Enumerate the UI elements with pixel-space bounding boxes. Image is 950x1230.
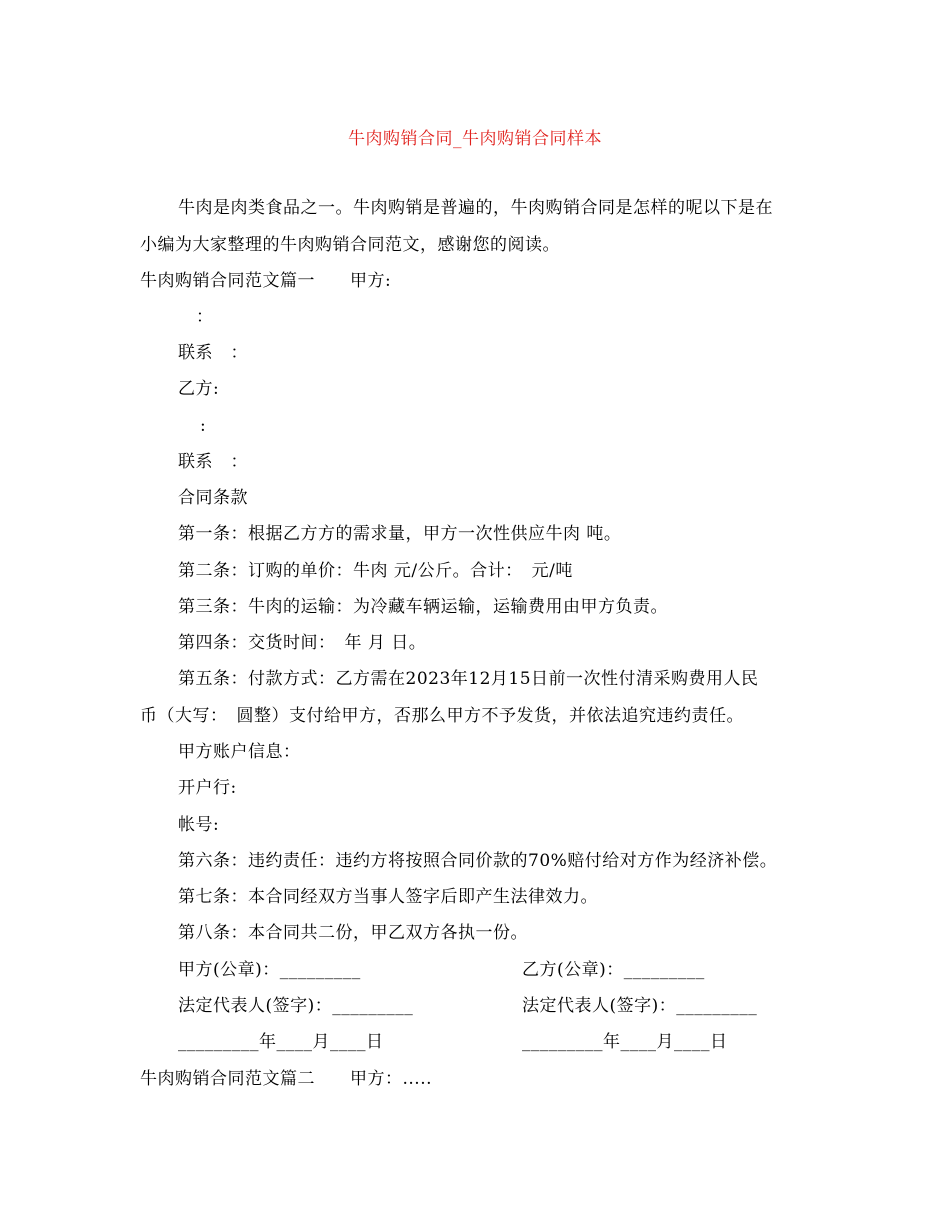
article-3: 第三条：牛肉的运输：为冷藏车辆运输，运输费用由甲方负责。 — [178, 597, 668, 617]
account-info-heading: 甲方账户信息： — [178, 742, 301, 762]
party-a-representative-line: 法定代表人(签字)：_________ — [178, 996, 414, 1016]
party-a-seal-line: 甲方(公章)：_________ — [178, 960, 361, 980]
terms-heading: 合同条款 — [178, 488, 248, 508]
intro-paragraph-line-2: 小编为大家整理的牛肉购销合同范文，感谢您的阅读。 — [140, 235, 560, 255]
party-b-date-line: _________年____月____日 — [522, 1032, 728, 1052]
article-7: 第七条：本合同经双方当事人签字后即产生法律效力。 — [178, 887, 598, 907]
party-a-date-line: _________年____月____日 — [178, 1032, 384, 1052]
party-b-contact: 联系 ： — [178, 452, 248, 472]
party-b-address: : — [200, 416, 207, 436]
article-1: 第一条：根据乙方方的需求量，甲方一次性供应牛肉 吨。 — [178, 524, 622, 544]
party-b-label: 乙方: — [178, 379, 220, 399]
party-a-contact: 联系 ： — [178, 343, 248, 363]
article-5-line-2: 币（大写： 圆整）支付给甲方，否那么甲方不予发货，并依法追究违约责任。 — [140, 706, 744, 726]
party-b-representative-line: 法定代表人(签字)：_________ — [522, 996, 758, 1016]
intro-paragraph-line-1: 牛肉是肉类食品之一。牛肉购销是普遍的，牛肉购销合同是怎样的呢以下是在 — [178, 198, 773, 218]
bank-label: 开户行: — [178, 778, 237, 798]
article-8: 第八条：本合同共二份，甲乙双方各执一份。 — [178, 923, 528, 943]
article-4: 第四条：交货时间： 年 月 日。 — [178, 633, 427, 653]
article-2: 第二条：订购的单价：牛肉 元/公斤。合计： 元/吨 — [178, 561, 573, 581]
section-1-heading: 牛肉购销合同范文篇一 甲方: — [140, 271, 392, 291]
party-b-seal-line: 乙方(公章)：_________ — [522, 960, 705, 980]
document-title: 牛肉购销合同_牛肉购销合同样本 — [348, 129, 602, 149]
article-5-line-1: 第五条：付款方式：乙方需在2023年12月15日前一次性付清采购费用人民 — [178, 669, 759, 689]
party-a-address: ： — [196, 307, 214, 327]
section-2-heading: 牛肉购销合同范文篇二 甲方：..... — [140, 1069, 433, 1089]
article-6: 第六条：违约责任：违约方将按照合同价款的70%赔付给对方作为经济补偿。 — [178, 851, 778, 871]
account-number-label: 帐号: — [178, 815, 220, 835]
